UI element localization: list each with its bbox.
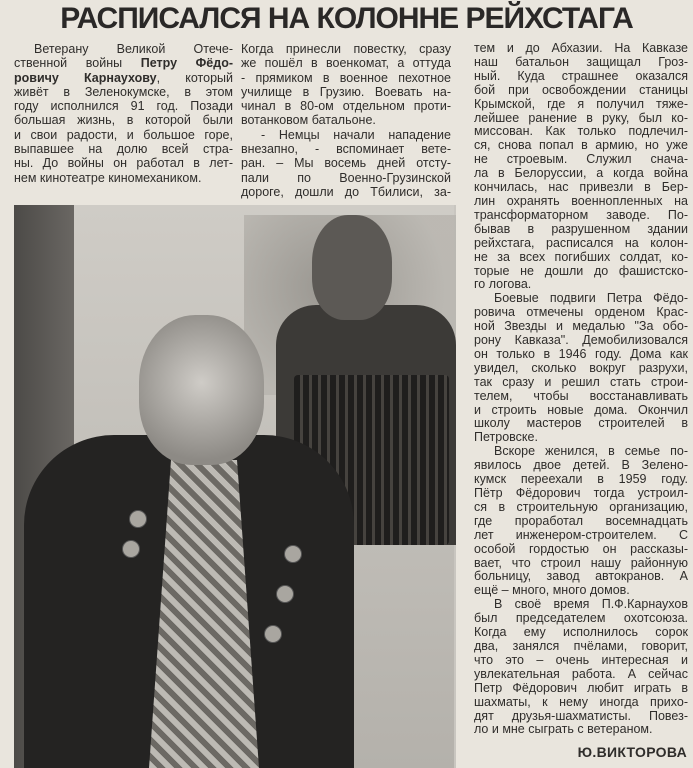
text-line <box>474 696 688 710</box>
photo-veteran-head <box>139 315 264 465</box>
text-line <box>474 195 688 209</box>
text-line <box>474 529 688 543</box>
line-text: школу мастеров строителей в <box>474 416 688 431</box>
text-line <box>474 306 688 320</box>
line-text: Петр Фёдорович любит играть в <box>474 680 688 695</box>
article-column-1 <box>14 42 233 185</box>
line-text: бой при освобождении станицы <box>474 82 688 97</box>
line-text: внезапно, - вспоминает вете- <box>241 142 451 157</box>
line-text: ной Звезды и медалью "За обо- <box>474 319 688 334</box>
text-line <box>474 237 688 251</box>
line-text: явилось двое детей. В Зелено- <box>474 458 688 473</box>
text-line <box>241 185 451 199</box>
article-column-3 <box>474 42 688 737</box>
line-text: был председателем охотсоюза. <box>474 611 688 626</box>
text-line <box>241 42 451 56</box>
line-text: лин охранять военнопленных на <box>474 193 688 208</box>
line-text: вотанковом батальоне. <box>241 113 376 128</box>
line-text: увидел, сколько вокруг разрухи, <box>474 360 688 375</box>
text-line <box>474 42 688 56</box>
line-text: - Немцы начали нападение <box>261 127 451 142</box>
line-text: не за всех погибших солдат, ко- <box>474 249 688 264</box>
line-text: же пошёл в военкомат, а оттуда <box>241 56 451 71</box>
line-text: ло и мне сыграть с ветераном. <box>474 722 653 737</box>
text-line <box>474 348 688 362</box>
line-text: ны. До войны он работал в лет- <box>14 156 233 171</box>
line-text: рону Кавказа". Демобилизовался <box>474 333 688 348</box>
text-line <box>474 612 688 626</box>
text-line <box>14 42 233 56</box>
line-text: чинал в 80-ом отдельном проти- <box>241 99 451 114</box>
text-line <box>474 56 688 70</box>
line-text: - прямиком в военное пехотное <box>241 70 451 85</box>
line-text: училище в Грузию. Воевать на- <box>241 84 451 99</box>
line-text: он только в 1946 году. Дома как <box>474 346 688 361</box>
text-line <box>474 153 688 167</box>
line-text: трансформаторном заводе. По- <box>474 207 688 222</box>
text-line <box>474 417 688 431</box>
text-line <box>14 156 233 170</box>
text-line <box>474 84 688 98</box>
line-text: Пётр Фёдорович тогда устроил- <box>474 486 688 500</box>
text-line <box>474 557 688 571</box>
text-line <box>241 156 451 170</box>
text-line <box>474 682 688 696</box>
text-line <box>474 515 688 529</box>
author-signature: Ю.ВИКТОРОВА <box>577 744 687 760</box>
line-text: телем, чтобы восстанавливать <box>474 388 688 403</box>
text-line <box>474 445 688 459</box>
text-line <box>474 459 688 473</box>
article-photo <box>14 205 456 768</box>
line-text: ся, снова попал в армию, но уже <box>474 138 688 153</box>
medal-icon <box>284 545 302 563</box>
text-line <box>474 543 688 557</box>
text-line <box>474 209 688 223</box>
text-line <box>474 251 688 265</box>
text-line <box>474 501 688 515</box>
bold-name-text: ровичу Карнаухову <box>14 70 157 85</box>
text-line <box>241 99 451 113</box>
line-text: не строевым. Служил снача- <box>474 152 688 167</box>
text-line <box>474 626 688 640</box>
line-text: больницу, завод автокранов. А <box>474 569 688 584</box>
text-line <box>241 56 451 70</box>
line-text: Петровске. <box>474 430 538 445</box>
text-line <box>241 142 451 156</box>
line-text: особой гордостью он рассказы- <box>474 541 688 556</box>
text-line <box>14 142 233 156</box>
line-text: торые не дошли до фашистско- <box>474 263 688 278</box>
text-line <box>474 265 688 279</box>
line-text: и свои радости, и большое горе, <box>14 127 233 142</box>
line-text: вает, что строил нашу районную <box>474 555 688 570</box>
text-line <box>241 71 451 85</box>
line-text: лейшее ранение в руку, был ко- <box>474 110 688 125</box>
line-text: так сразу и решил стать строи- <box>474 374 688 389</box>
line-text: В своё время П.Ф.Карнаухов <box>494 597 688 612</box>
line-text: Крымской, где я получил тяже- <box>474 96 688 111</box>
text-line <box>474 390 688 404</box>
text-line <box>241 128 451 142</box>
text-line <box>14 128 233 142</box>
line-text: увлекательная работа. А сейчас <box>474 666 688 681</box>
line-text: нем кинотеатре киномехаником. <box>14 170 202 185</box>
line-text: ственной войны <box>14 56 141 71</box>
text-line <box>14 99 233 113</box>
text-line <box>474 598 688 612</box>
text-line <box>474 654 688 668</box>
line-text: что это – очень интересная и <box>474 652 688 667</box>
text-line <box>474 668 688 682</box>
text-line <box>474 570 688 584</box>
line-text: ран. – Мы восемь дней отсту- <box>241 156 451 171</box>
text-line <box>474 112 688 126</box>
line-text: шахматы, к нему иногда прихо- <box>474 694 688 709</box>
photo-accordionist-head <box>312 215 392 320</box>
bold-name-text: Петру Фёдо- <box>140 56 233 71</box>
text-line <box>474 487 688 501</box>
line-text: ровича отмечены орденом Крас- <box>474 305 688 320</box>
line-text: кумск переехали в 1959 году. <box>474 472 688 487</box>
line-text: дороге, дошли до Тбилиси, за- <box>241 184 451 199</box>
line-text: тем и до Абхазии. На Кавказе <box>474 41 688 55</box>
line-text: ся в строительную организацию, <box>474 499 688 514</box>
text-line <box>14 71 233 85</box>
line-text: Когда ему исполнилось сорок <box>474 625 688 640</box>
line-text: и строить новые дома. Окончил <box>474 402 688 417</box>
text-line <box>474 320 688 334</box>
line-text: два, занялся пчёлами, говорит, <box>474 638 688 653</box>
text-line <box>474 223 688 237</box>
line-text: , который <box>156 70 233 85</box>
text-line <box>474 139 688 153</box>
line-text: выпавшее на долю всей стра- <box>14 142 233 157</box>
text-line <box>474 640 688 654</box>
text-line <box>474 167 688 181</box>
text-line <box>474 70 688 84</box>
text-line <box>474 431 688 445</box>
line-text: ещё – много, много домов. <box>474 583 630 598</box>
line-text: бывав в разрушенном здании <box>474 221 688 236</box>
article-title: РАСПИСАЛСЯ НА КОЛОННЕ РЕЙХСТАГА <box>60 2 633 35</box>
text-line <box>474 376 688 390</box>
text-line <box>474 181 688 195</box>
text-line <box>474 723 688 737</box>
text-line <box>474 334 688 348</box>
line-text: Вскоре женился, в семье по- <box>494 444 688 459</box>
text-line <box>241 113 451 127</box>
text-line <box>474 404 688 418</box>
line-text: большая жизнь, в которой были <box>14 113 233 128</box>
line-text: году исполнился 91 год. Позади <box>14 99 233 114</box>
line-text: го логова. <box>474 277 532 292</box>
text-line <box>474 584 688 598</box>
text-line <box>474 710 688 724</box>
text-line <box>14 56 233 70</box>
line-text: Боевые подвиги Петра Фёдо- <box>494 291 688 306</box>
line-text: Когда принесли повестку, сразу <box>241 42 451 56</box>
line-text: лет инженером-строителем. С <box>474 527 688 542</box>
medal-icon <box>129 510 147 528</box>
text-line <box>474 292 688 306</box>
line-text: наш батальон защищал Гроз- <box>474 54 688 69</box>
line-text: Ветерану Великой Отече- <box>34 42 233 56</box>
line-text: ла в Белоруссии, а когда война <box>474 166 688 181</box>
text-line <box>474 362 688 376</box>
line-text: живёт в Зеленокумске, в этом <box>14 84 233 99</box>
medal-icon <box>276 585 294 603</box>
line-text: пали по Военно-Грузинской <box>241 170 451 185</box>
text-line <box>14 171 233 185</box>
text-line <box>14 85 233 99</box>
text-line <box>474 473 688 487</box>
text-line <box>474 98 688 112</box>
line-text: ный. Куда страшнее оказался <box>474 68 688 83</box>
medal-icon <box>264 625 282 643</box>
article-column-2 <box>241 42 451 199</box>
text-line <box>474 278 688 292</box>
line-text: где проработал восемнадцать <box>474 513 688 528</box>
line-text: кончилась, нас привезли в Бер- <box>474 180 688 195</box>
line-text: миссован. Как только подлечил- <box>474 124 688 139</box>
text-line <box>241 171 451 185</box>
line-text: рейхстага, расписался на колон- <box>474 235 688 250</box>
medal-icon <box>122 540 140 558</box>
text-line <box>241 85 451 99</box>
text-line <box>14 113 233 127</box>
text-line <box>474 125 688 139</box>
line-text: дят друзья-шахматисты. Повез- <box>474 708 688 723</box>
